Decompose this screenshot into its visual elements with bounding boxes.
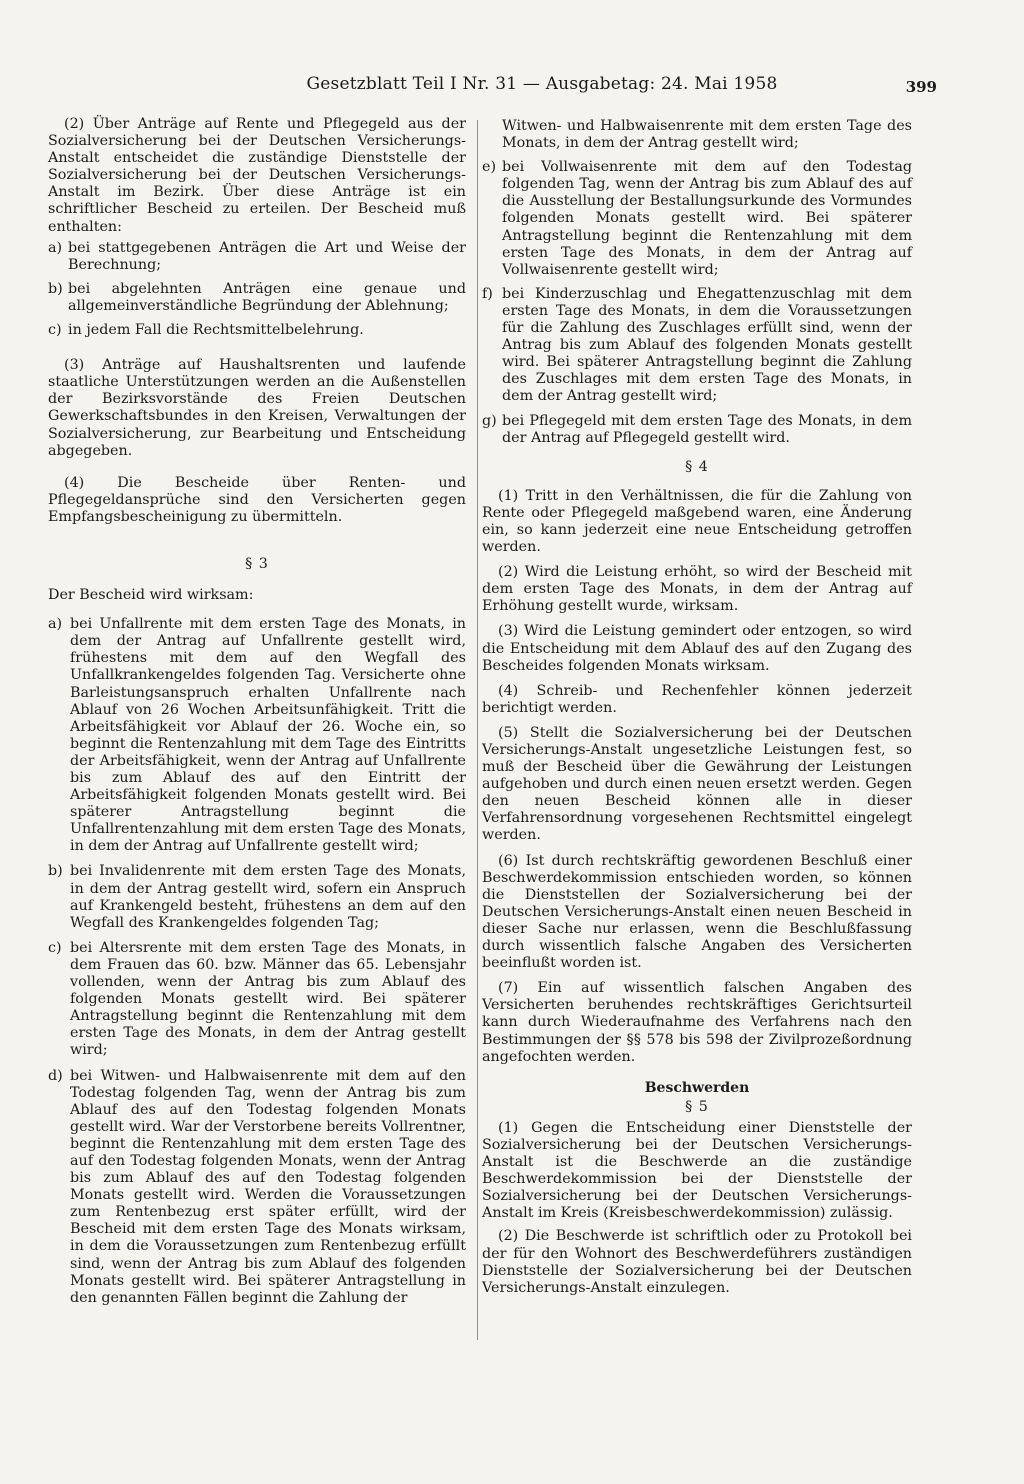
- section-4-heading: § 4: [685, 458, 709, 475]
- section-5-paragraph-2: (2) Die Beschwerde ist schriftlich oder zu Protokoll bei der für den Wohnort des Beschwerdeführers zuständigen Dienststelle der Sozialversicherung bei der Deutschen Versicherungs-Anstalt einzulegen.: [482, 1228, 912, 1296]
- list-item: [482, 159, 912, 279]
- section-4-paragraph-1: (1) Tritt in den Verhältnissen, die für die Zahlung von Rente oder Pflegegeld maßgebend waren, eine Änderung ein, so kann jederzeit eine neue Entscheidung getroffen werden.: [482, 487, 912, 556]
- list-item-label: e): [482, 159, 497, 176]
- list-item-label: b): [48, 280, 63, 297]
- list-item-label: g): [482, 412, 497, 429]
- section-5-paragraph-1: (1) Gegen die Entscheidung einer Dienststelle der Sozialversicherung bei der Deutschen Versicherungs-Anstalt ist die Beschwerde an die zuständige Beschwerdekommission bei der Dienststelle der Sozialversicherung bei der Deutschen Versicherungs-Anstalt im Kreis (Kreisbeschwerdekommission) zulässig.: [482, 1119, 912, 1222]
- page-number: 399: [905, 78, 937, 96]
- list-item-label: f): [482, 285, 493, 302]
- list-item-label: b): [48, 863, 63, 880]
- list-item-text: bei Pflegegeld mit dem ersten Tage des Monats, in dem der Antrag auf Pflegegeld gestellt wird.: [502, 412, 912, 446]
- list-item: [48, 281, 466, 315]
- header-title: Gesetzblatt Teil I Nr. 31 — Ausgabetag: 24. Mai 1958: [306, 74, 778, 94]
- list-item-text: bei stattgegebenen Anträgen die Art und Weise der Berechnung;: [68, 239, 466, 273]
- list-item: [482, 413, 912, 447]
- list-item: [48, 322, 466, 339]
- list-item-text: bei Vollwaisenrente mit dem auf den Todestag folgenden Tag, wenn der Antrag bis zum Ablauf des auf die Ausstellung der Bestallungsurkunde des Vormundes folgenden Monats gestellt wird. Bei späterer Antragstellung beginnt die Rentenzahlung mit dem ersten Tage des Monats, in dem der Antrag auf Vollwaisenrente gestellt wird;: [502, 159, 912, 278]
- section-4-paragraph-6: (6) Ist durch rechtskräftig gewordenen Beschluß einer Beschwerdekommission entschieden worden, so können die Dienststellen der Sozialversicherung bei der Deutschen Versicherungs-Anstalt einen neuen Bescheid in dieser Sache nur erlassen, wenn die Beschlußfassung durch wissentlich falsche Angaben des Versicherten beeinflußt worden ist.: [482, 852, 912, 972]
- section-4-paragraph-4: (4) Schreib- und Rechenfehler können jederzeit berichtigt werden.: [482, 682, 912, 716]
- section-4-paragraph-3: (3) Wird die Leistung gemindert oder entzogen, so wird die Entscheidung mit dem Ablauf des auf den Zugang des Bescheides folgenden Monats wirksam.: [482, 623, 912, 674]
- list-item: [482, 286, 912, 406]
- section-3-heading: § 3: [245, 555, 269, 572]
- beschwerden-heading: Beschwerden: [644, 1079, 750, 1096]
- list-item: [48, 940, 466, 1060]
- section-3-intro: Der Bescheid wird wirksam:: [48, 587, 254, 604]
- list-item-text: bei Invalidenrente mit dem ersten Tage des Monats, in dem der Antrag gestellt wird, sofern ein Anspruch auf Krankengeld besteht, frühestens an dem auf den Wegfall des Krankengeldes folgenden Tag;: [70, 863, 466, 931]
- list-item-label: a): [48, 239, 63, 256]
- right-column: [482, 118, 912, 1303]
- column-divider: [477, 120, 478, 1340]
- list-item-text: bei Altersrente mit dem ersten Tage des Monats, in dem Frauen das 60. bzw. Männer das 65. Lebensjahr vollenden, wenn der Antrag bis zum Ablauf des folgenden Monats gestellt wird. Bei späterer Antragstellung beginnt die Rentenzahlung mit dem ersten Tage des Monats, in dem der Antrag gestellt wird;: [70, 939, 466, 1059]
- list-item-text: bei abgelehnten Anträgen eine genaue und allgemeinverständliche Begründung der Ablehnung;: [68, 280, 466, 314]
- list-item-text: bei Witwen- und Halbwaisenrente mit dem auf den Todestag folgenden Tag, wenn der Antrag bis zum Ablauf des auf den Todestag folgenden Monats gestellt wird. War der Verstorbene bereits Vollrentner, beginnt die Rentenzahlung mit dem ersten Tage des auf den Todestag folgenden Monats, wenn der Antrag bis zum Ablauf des auf den Todestag folgenden Monats gestellt wird. Werden die Voraussetzungen zum Rentenbezug erst später erfüllt, wird der Bescheid mit dem ersten Tage des Monats wirksam, in dem die Voraussetzungen zum Rentenbezug erfüllt sind, wenn der Antrag bis zum Ablauf des folgenden Monats gestellt wird. Bei späterer Antragstellung in den genannten Fällen beginnt die Zahlung der: [70, 1067, 466, 1306]
- section-4-paragraph-7: (7) Ein auf wissentlich falschen Angaben des Versicherten beruhendes rechtskräftiges Gerichtsurteil kann durch Wiederaufnahme des Verfahrens nach den Bestimmungen der §§ 578 bis 598 der Zivilprozeßordnung angefochten werden.: [482, 980, 912, 1065]
- list-item-label: c): [48, 322, 62, 339]
- list-item-text: in jedem Fall die Rechtsmittelbelehrung.: [68, 322, 364, 339]
- list-item-text: bei Kinderzuschlag und Ehegattenzuschlag mit dem ersten Tage des Monats, in dem die Voraussetzungen für die Zahlung des Zuschlages erfüllt sind, wenn der Antrag bis zum Ablauf des folgenden Monats gestellt wird. Bei späterer Antragstellung beginnt die Zahlung des Zuschlages mit dem ersten Tage des Monats, in dem der Antrag gestellt wird;: [502, 285, 912, 405]
- paragraph-3: (3) Anträge auf Haushaltsrenten und laufende staatliche Unterstützungen werden an die Außenstellen der Bezirksvorstände des Freien Deutschen Gewerkschaftsbundes in den Kreisen, Verwaltungen der Sozialversicherung, zur Bearbeitung und Entscheidung abgegeben.: [48, 357, 466, 459]
- list-item-label: d): [48, 1067, 63, 1084]
- list-item: [48, 240, 466, 274]
- list-item-text: bei Unfallrente mit dem ersten Tage des Monats, in dem der Antrag auf Unfallrente gestellt wird, frühestens mit dem auf den Wegfall des Unfallkrankengeldes folgenden Tag. Versicherte ohne Barleistungsanspruch erhalten Unfallrente nach Ablauf von 26 Wochen Arbeitsunfähigkeit. Tritt die Arbeitsfähigkeit vor Ablauf der 26. Woche ein, so beginnt die Rentenzahlung mit dem Tage des Eintritts der Arbeitsfähigkeit, wenn der Antrag auf Unfallrente bis zum Ablauf des auf den Eintritt der Arbeitsfähigkeit folgenden Monats gestellt wird. Bei späterer Antragstellung beginnt die Unfallrentenzahlung mit dem ersten Tage des Monats, in dem der Antrag auf Unfallrente gestellt wird;: [70, 616, 467, 855]
- list-item: [48, 616, 466, 855]
- list-item-label: c): [48, 939, 62, 956]
- list-item: [48, 863, 466, 931]
- list-item-text: Witwen- und Halbwaisenrente mit dem ersten Tage des Monats, in dem der Antrag gestellt wird;: [502, 118, 912, 152]
- section-4-paragraph-5: (5) Stellt die Sozialversicherung bei der Deutschen Versicherungs-Anstalt ungesetzliche Leistungen fest, so muß der Bescheid über die Gewährung der Leistungen aufgehoben und durch einen neuen ersetzt werden. Gegen den neuen Bescheid können alle in dieser Verfahrensordnung vorgesehenen Rechtsmittel eingelegt werden.: [482, 724, 912, 844]
- paragraph-2-intro: (2) Über Anträge auf Rente und Pflegegeld aus der Sozialversicherung bei der Deutschen Versicherungs-Anstalt entscheidet die zuständige Dienststelle der Sozialversicherung bei der Deutschen Versicherungs-Anstalt im Bezirk. Über diese Anträge ist ein schriftlicher Bescheid zu erteilen. Der Bescheid muß enthalten:: [48, 116, 466, 235]
- left-column: [48, 116, 466, 1315]
- list-item: [48, 1068, 466, 1307]
- section-5-heading: § 5: [685, 1098, 709, 1115]
- section-4-paragraph-2: (2) Wird die Leistung erhöht, so wird der Bescheid mit dem ersten Tage des Monats, in dem der Antrag auf Erhöhung gestellt wurde, wirksam.: [482, 564, 912, 615]
- list-item-continued: [482, 118, 912, 152]
- page-header: [40, 74, 984, 104]
- paragraph-4: (4) Die Bescheide über Renten- und Pflegegeldansprüche sind den Versicherten gegen Empfangsbescheinigung zu übermitteln.: [48, 474, 466, 525]
- list-item-label: a): [48, 616, 63, 633]
